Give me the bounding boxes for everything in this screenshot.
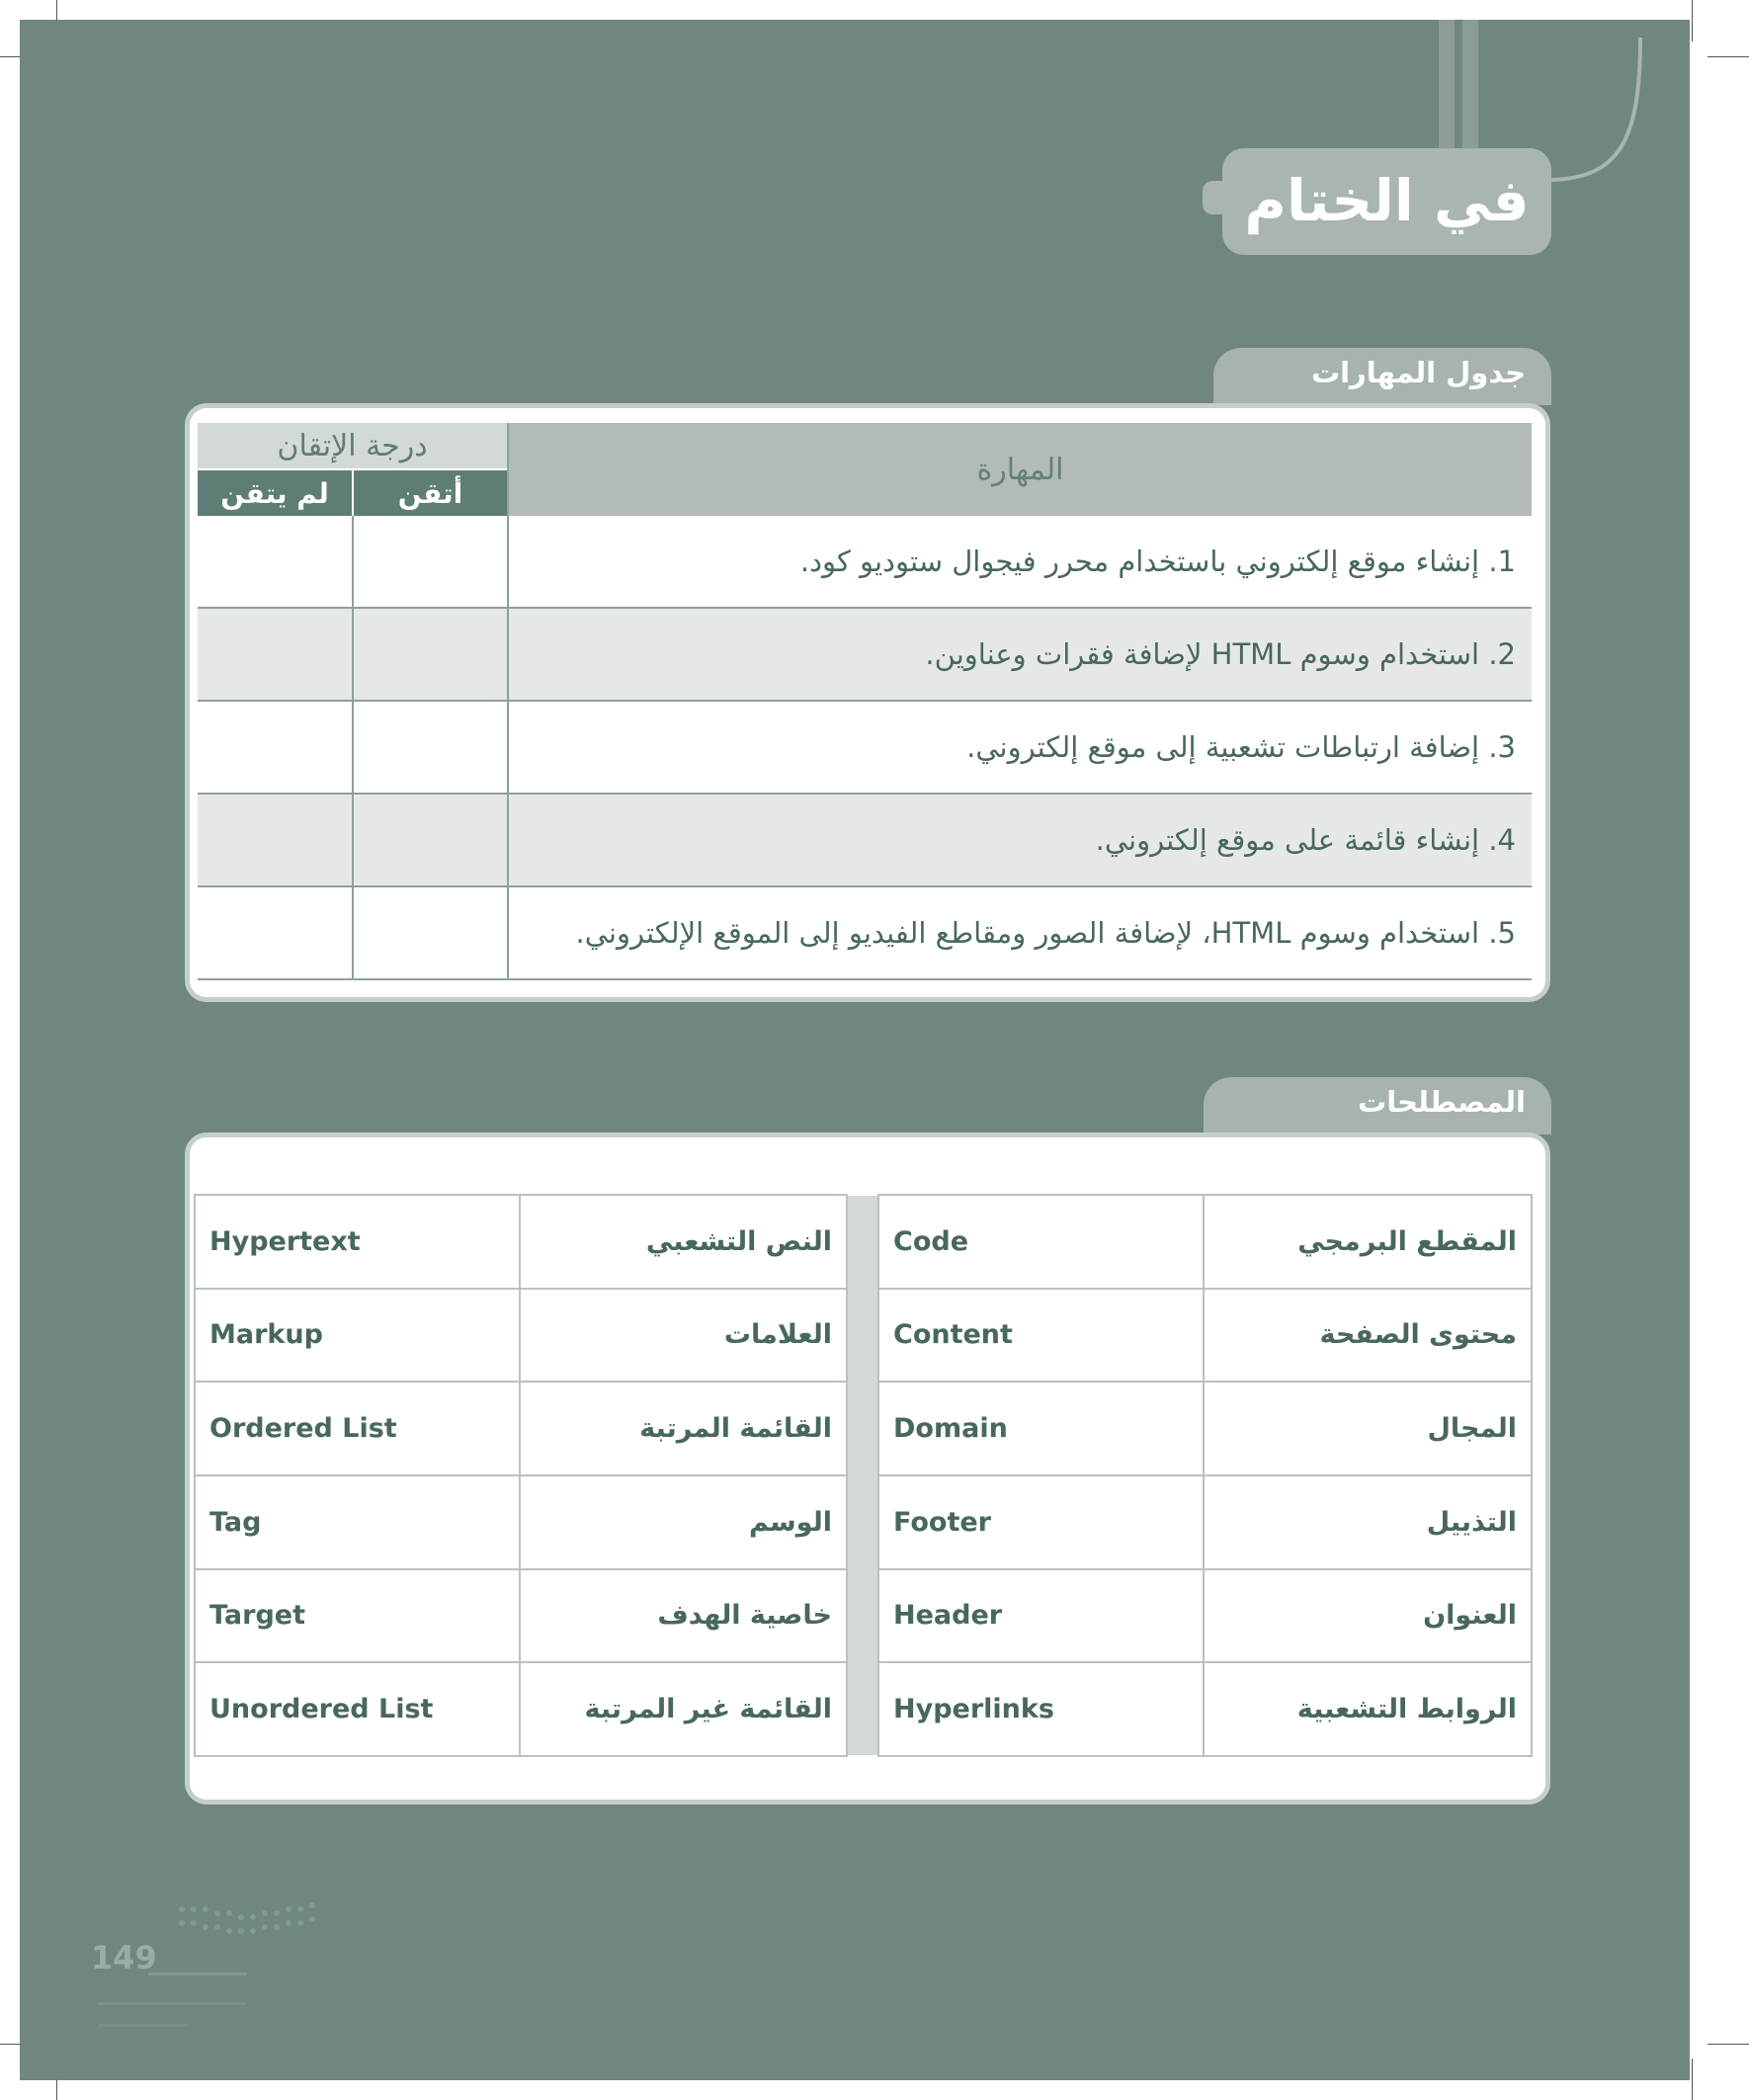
term-arabic: القائمة غير المرتبة [520,1662,847,1756]
term-arabic: المجال [1204,1382,1532,1475]
skills-section-title: جدول المهارات [1310,356,1526,389]
grid-line [198,607,1532,609]
crop-mark [1692,2058,1693,2100]
term-english: Domain [878,1382,1204,1475]
term-arabic: المقطع البرمجي [1204,1195,1532,1289]
term-row [878,1475,1532,1569]
term-row [878,1195,1532,1289]
term-english: Ordered List [195,1382,520,1475]
title-plaque [1222,148,1551,255]
grid-line [198,978,1532,980]
crop-mark [1707,56,1749,57]
term-english: Header [878,1569,1204,1663]
ministry-logo-line [99,2002,245,2005]
term-english: Code [878,1195,1204,1289]
terms-section-tab [1204,1077,1551,1134]
term-arabic: خاصية الهدف [520,1569,847,1663]
skill-text: 1. إنشاء موقع إلكتروني باستخدام محرر فيجوال ستوديو كود. [799,545,1516,578]
term-arabic: العنوان [1204,1569,1532,1663]
page-number: 149 [91,1939,157,1976]
ministry-logo-line [148,1973,247,1975]
term-english: Tag [195,1475,520,1569]
term-arabic: محتوى الصفحة [1204,1289,1532,1383]
skill-row [198,887,1532,980]
term-row [878,1382,1532,1475]
grid-line [352,516,354,980]
skill-text: 2. استخدام وسوم HTML لإضافة فقرات وعناوين. [925,637,1516,671]
term-row [195,1475,847,1569]
mastery-column-header: درجة الإتقان [198,423,507,468]
grid-line [198,700,1532,702]
term-english: Content [878,1289,1204,1383]
grid-line [198,793,1532,795]
term-english: Footer [878,1475,1204,1569]
terms-table-left [194,1194,848,1757]
skills-table [198,423,1532,984]
crop-mark [1707,2044,1749,2045]
term-english: Hyperlinks [878,1662,1204,1756]
skill-text: 3. إضافة ارتباطات تشعبية إلى موقع إلكتروني. [966,730,1516,764]
term-row [878,1662,1532,1756]
decor-pipe [1462,20,1478,150]
ministry-logo-line [99,2024,188,2027]
skill-row [198,702,1532,795]
term-row [878,1289,1532,1383]
term-english: Unordered List [195,1662,520,1756]
term-english: Hypertext [195,1195,520,1289]
term-arabic: القائمة المرتبة [520,1382,847,1475]
term-arabic: الوسم [520,1475,847,1569]
skill-column-header: المهارة [509,423,1532,516]
not-mastered-column-header: لم يتقن [198,470,352,516]
skill-row [198,795,1532,887]
term-english: Markup [195,1289,520,1383]
term-arabic: التذييل [1204,1475,1532,1569]
term-english: Target [195,1569,520,1663]
term-row [195,1289,847,1383]
term-row [195,1569,847,1663]
terms-section-title: المصطلحات [1358,1085,1526,1119]
term-row [878,1569,1532,1663]
decor-pipe [1439,20,1455,150]
grid-line [198,885,1532,887]
skills-section-tab [1213,348,1551,405]
term-row [195,1662,847,1756]
crop-mark [1692,0,1693,42]
mastered-column-header: أتقن [354,470,507,516]
terms-divider [848,1196,877,1755]
skill-row [198,609,1532,702]
term-arabic: النص التشعبي [520,1195,847,1289]
term-row [195,1195,847,1289]
page-title: في الختام [1244,167,1530,234]
ministry-logo-icon [174,1899,322,1947]
term-arabic: العلامات [520,1289,847,1383]
term-row [195,1382,847,1475]
grid-line [507,423,509,980]
skill-text: 4. إنشاء قائمة على موقع إلكتروني. [1095,823,1516,857]
decor-hanging-wire [1541,30,1650,188]
terms-table-right [877,1194,1533,1757]
skill-text: 5. استخدام وسوم HTML، لإضافة الصور ومقاطع الفيديو إلى الموقع الإلكتروني. [575,916,1516,950]
skill-row [198,516,1532,609]
term-arabic: الروابط التشعبية [1204,1662,1532,1756]
